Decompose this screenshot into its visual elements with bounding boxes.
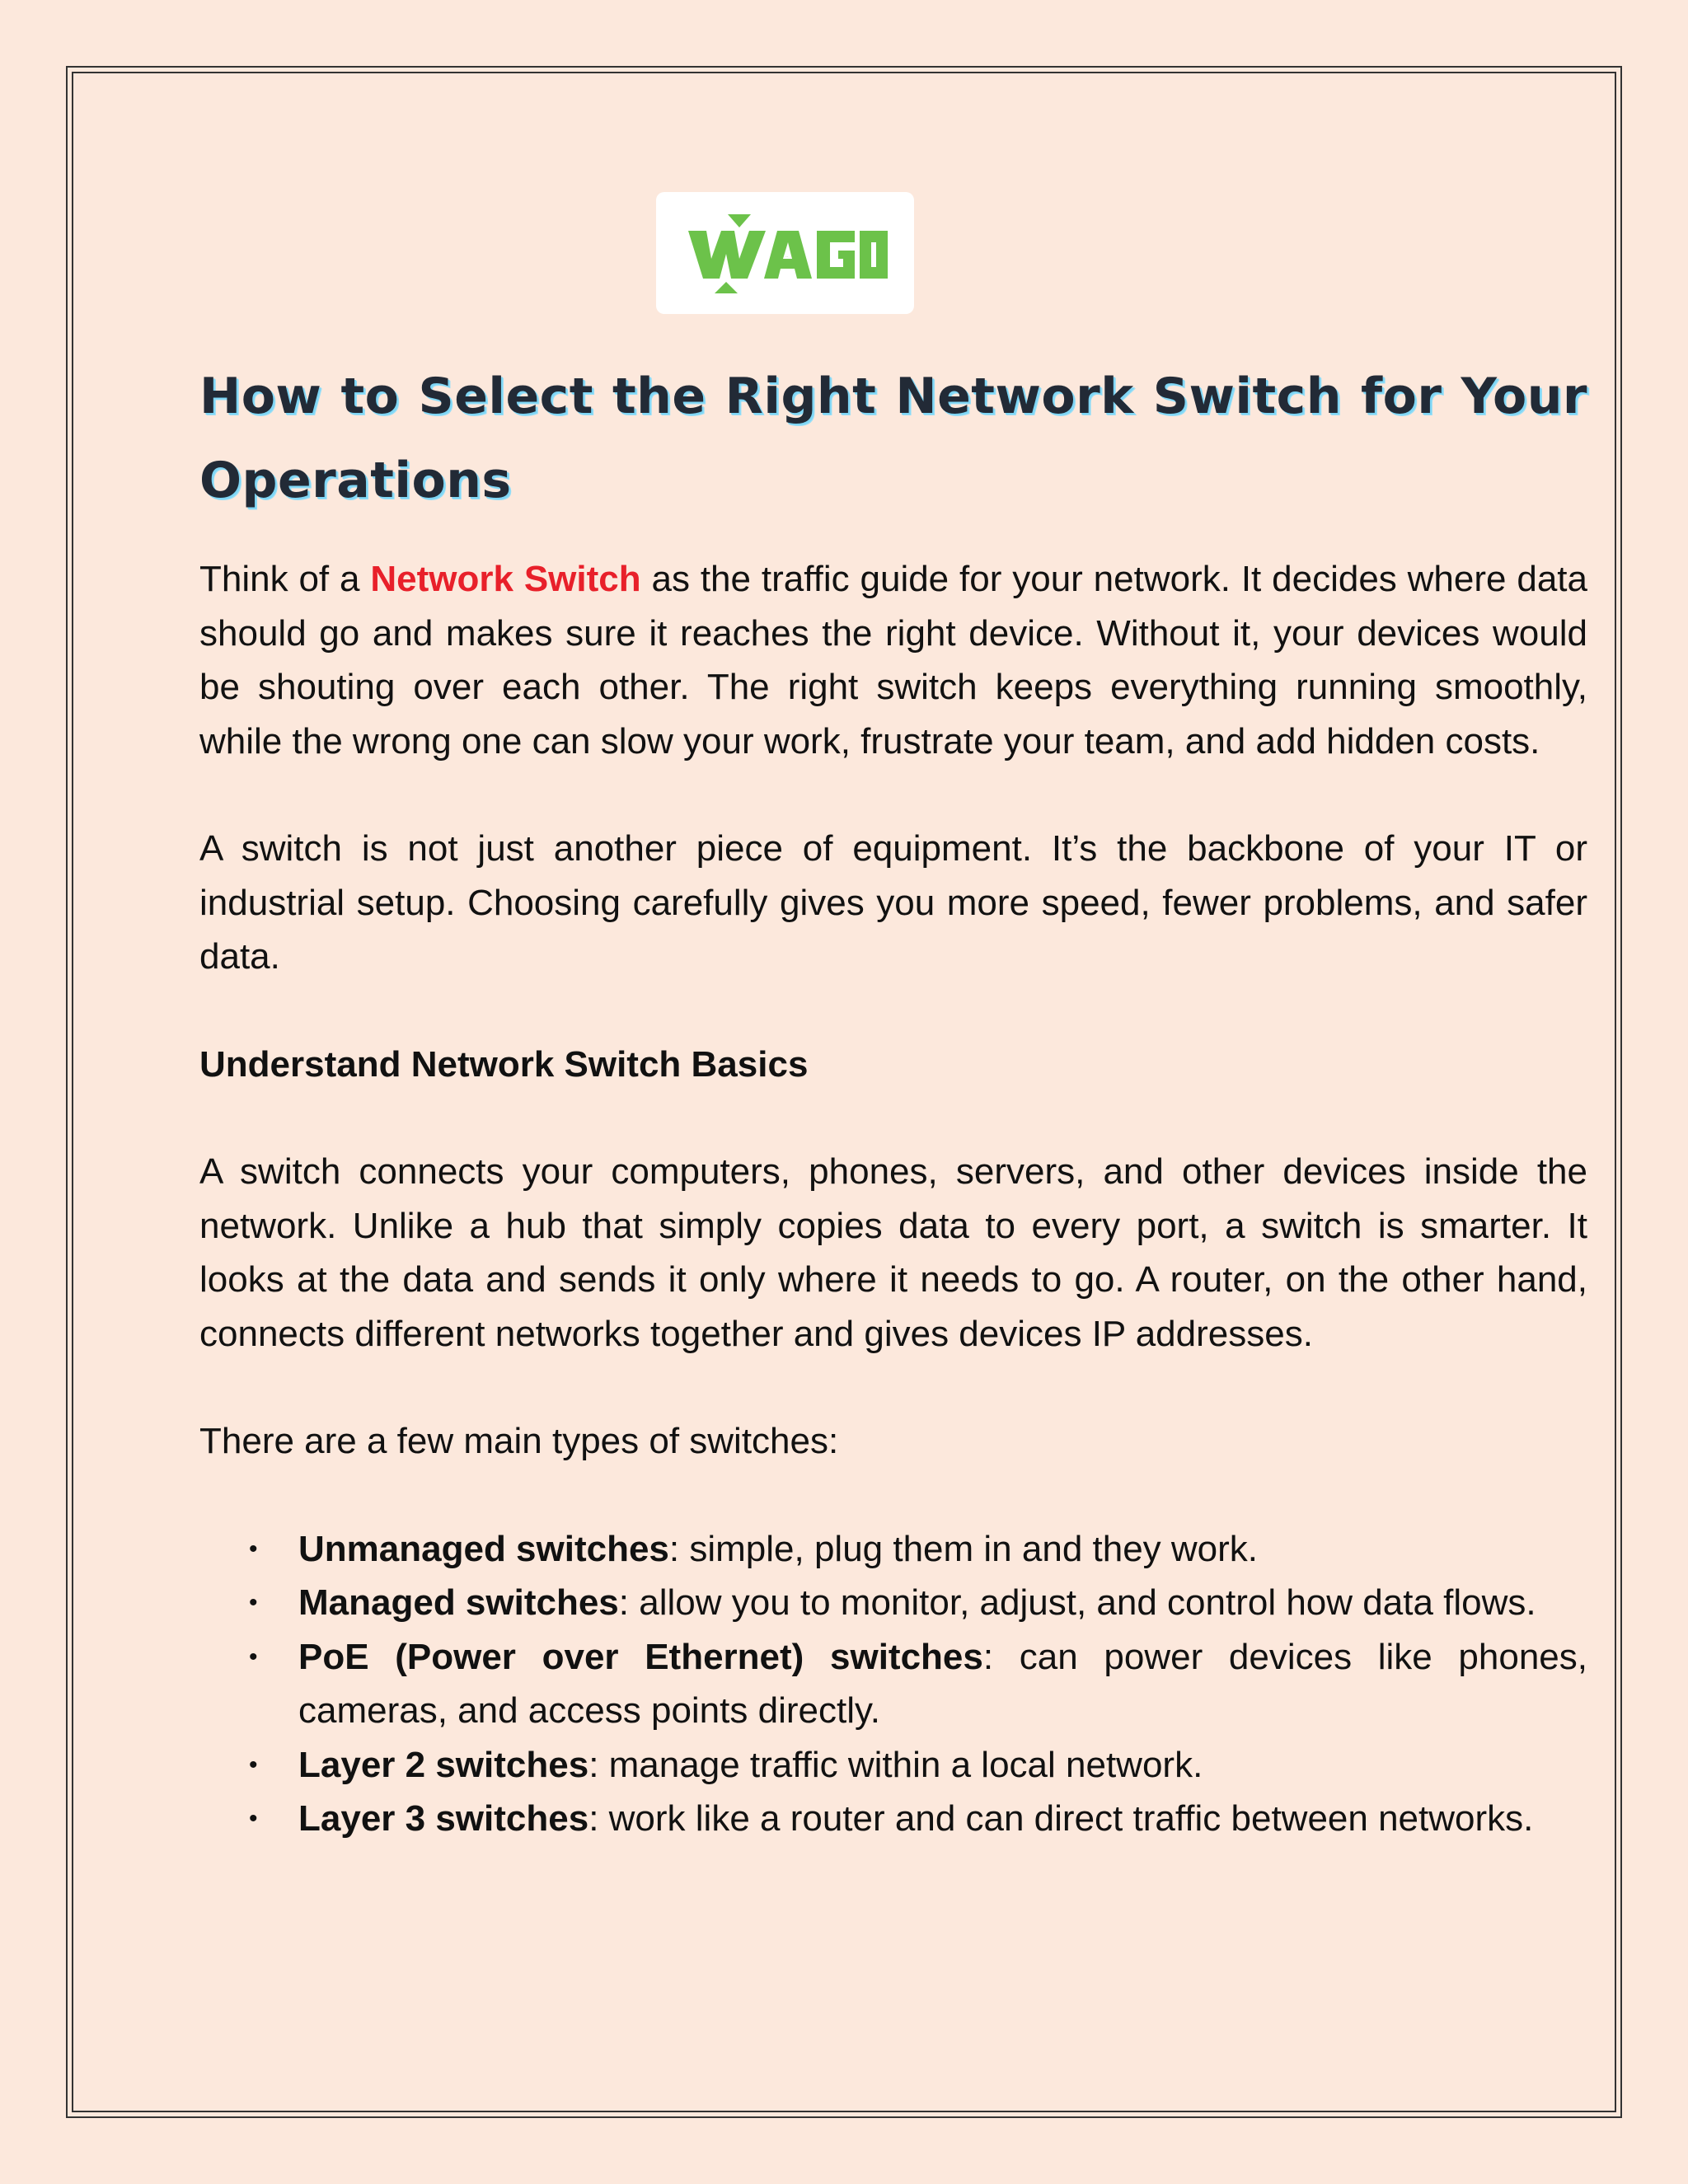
type-name: PoE (Power over Ethernet) switches: [298, 1636, 983, 1677]
title-line-2: Operations: [199, 452, 512, 509]
network-switch-link[interactable]: Network Switch: [370, 559, 641, 599]
type-desc: : manage traffic within a local network.: [588, 1744, 1203, 1785]
type-desc: : allow you to monitor, adjust, and control how data flows.: [618, 1582, 1536, 1623]
page-title: [199, 354, 1587, 523]
list-item: [199, 1522, 1587, 1577]
backbone-paragraph: A switch is not just another piece of equipment. It’s the backbone of your IT or industrial setup. Choosing carefully gives you more speed, fewer problems, and safer data.: [199, 828, 1587, 977]
intro-prefix: Think of a: [199, 559, 360, 599]
bullet-icon: •: [249, 1750, 258, 1779]
type-name: Managed switches: [298, 1582, 619, 1623]
bullet-icon: •: [249, 1805, 258, 1832]
wago-logo-mark: [678, 208, 893, 298]
logo-text: WAGO: [785, 257, 788, 258]
intro-paragraph: [199, 552, 1587, 768]
type-name: Layer 2 switches: [298, 1744, 589, 1785]
basics-paragraph: A switch connects your computers, phones, servers, and other devices inside the network. Unlike a hub that simply copies data to every port, a switch is smarter. It looks at the data and sends it only where it needs to go. A router, on the other hand, connects different networks together and gives devices IP addresses.: [199, 1151, 1587, 1354]
intro-rest: as the traffic guide for your network. It decides where data should go and makes sure it reaches the right device. Without it, your devices would be shouting over each other. The right switch keeps everything running smoothly, while the wrong one can slow your work, frustrate your team, and add hidden costs.: [199, 559, 1587, 762]
list-item: [199, 1738, 1587, 1793]
wago-logo: [656, 192, 914, 314]
type-name: Unmanaged switches: [298, 1528, 669, 1569]
type-desc: : work like a router and can direct traffic between networks.: [588, 1798, 1534, 1839]
title-line-1: How to Select the Right Network Switch for Your: [199, 368, 1587, 425]
list-item: [199, 1576, 1587, 1630]
section-heading: Understand Network Switch Basics: [199, 1043, 809, 1085]
list-item: [199, 1792, 1587, 1846]
document-body: [199, 354, 1587, 1846]
type-desc: : can power devices like phones, cameras, and access points directly.: [298, 1636, 1588, 1731]
list-item: [199, 1630, 1587, 1738]
switch-types-list: [199, 1522, 1587, 1846]
type-name: Layer 3 switches: [298, 1798, 589, 1839]
bullet-icon: •: [249, 1589, 258, 1616]
types-intro: There are a few main types of switches:: [199, 1421, 839, 1461]
type-desc: : simple, plug them in and they work.: [668, 1528, 1259, 1569]
bullet-icon: •: [249, 1643, 258, 1671]
bullet-icon: •: [249, 1535, 258, 1563]
